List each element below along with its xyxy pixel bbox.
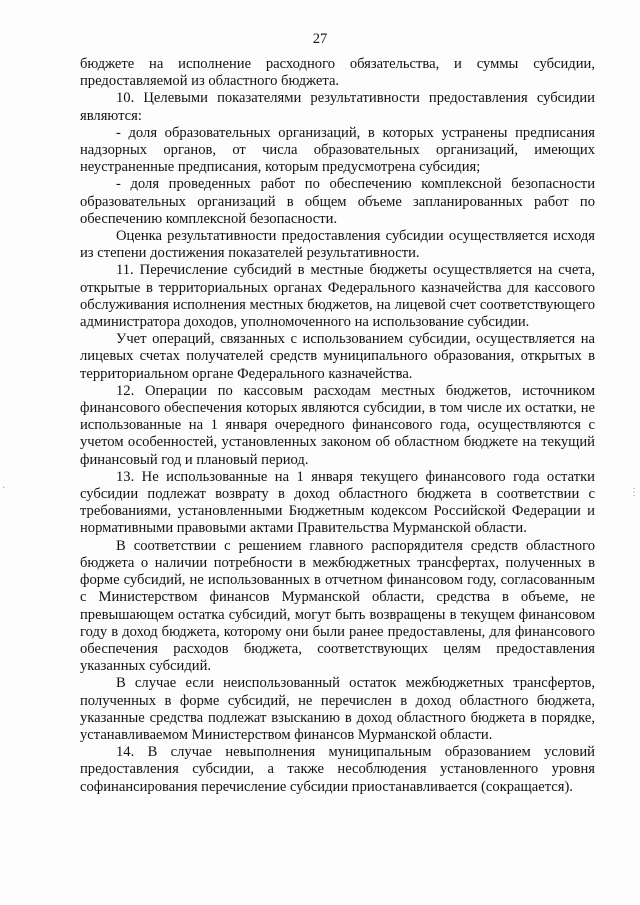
paragraph-indicator-2: - доля проведенных работ по обеспечению комплексной безопасности образовательных организаций в общем объеме запланированных работ по обеспечению комплексной безопасности. (80, 176, 595, 227)
paragraph-item-13: 13. Не использованные на 1 января текущего финансового года остатки субсидии подлежат возврату в доход областного бюджета в соответствии с требованиями, установленными Бюджетным кодексом Российской Федерации и нормативными правовыми актами Правительства Мурманской области. (80, 468, 595, 537)
paragraph-continuation: бюджете на исполнение расходного обязательства, и суммы субсидии, предоставляемой из областного бюджета. (80, 56, 595, 90)
paragraph-item-14: 14. В случае невыполнения муниципальным образованием условий предоставления субсидии, а также несоблюдения установленного уровня софинансирования перечисление субсидии приостанавливается (сокращается). (80, 744, 595, 795)
paragraph-accounting: Учет операций, связанных с использованием субсидии, осуществляется на лицевых счетах получателей средств муниципального образования, открытых в территориальном органе Федерального казначейства. (80, 331, 595, 382)
paragraph-indicator-1: - доля образовательных организаций, в которых устранены предписания надзорных органов, от числа образовательных организаций, имеющих неустраненные предписания, которым предусмотрена субсидия; (80, 124, 595, 176)
document-body (80, 56, 595, 796)
paragraph-recovery: В случае если неиспользованный остаток межбюджетных трансфертов, полученных в форме субсидий, не перечислен в доход областного бюджета, указанные средства подлежат взысканию в доход областного бюджета в порядке, устанавливаемом Министерством финансов Мурманской области. (80, 675, 595, 743)
paragraph-return-decision: В соответствии с решением главного распорядителя средств областного бюджета о наличии потребности в межбюджетных трансфертах, полученных в форме субсидий, не использованных в отчетном финансовом году, согласованным с Министерством финансов Мурманской области, средства в объеме, не превышающем остатка субсидий, могут быть возвращены в текущем финансовом году в доход бюджета, которому они были ранее предоставлены, для финансового обеспечения расходов бюджета, соответствующих целям предоставления указанных субсидий. (80, 537, 595, 675)
scan-margin-mark: ⋮ (629, 487, 639, 498)
paragraph-evaluation: Оценка результативности предоставления субсидии осуществляется исходя из степени достижения показателей результативности. (80, 228, 595, 262)
page-number: 27 (312, 31, 328, 47)
paragraph-item-12: 12. Операции по кассовым расходам местных бюджетов, источником финансового обеспечения которых являются субсидии, в том числе их остатки, не использованные на 1 января очередного финансового года, осуществляются с учетом особенностей, установленных законом об областном бюджете на текущий финансовый год и плановый период. (80, 382, 595, 468)
paragraph-item-11: 11. Перечисление субсидий в местные бюджеты осуществляется на счета, открытые в территориальных органах Федерального казначейства для кассового обслуживания исполнения местных бюджетов, на лицевой счет соответствующего администратора доходов, уполномоченного на использование субсидии. (80, 262, 595, 331)
scan-margin-mark: · (2, 483, 6, 494)
paragraph-item-10: 10. Целевыми показателями результативности предоставления субсидии являются: (80, 90, 595, 124)
